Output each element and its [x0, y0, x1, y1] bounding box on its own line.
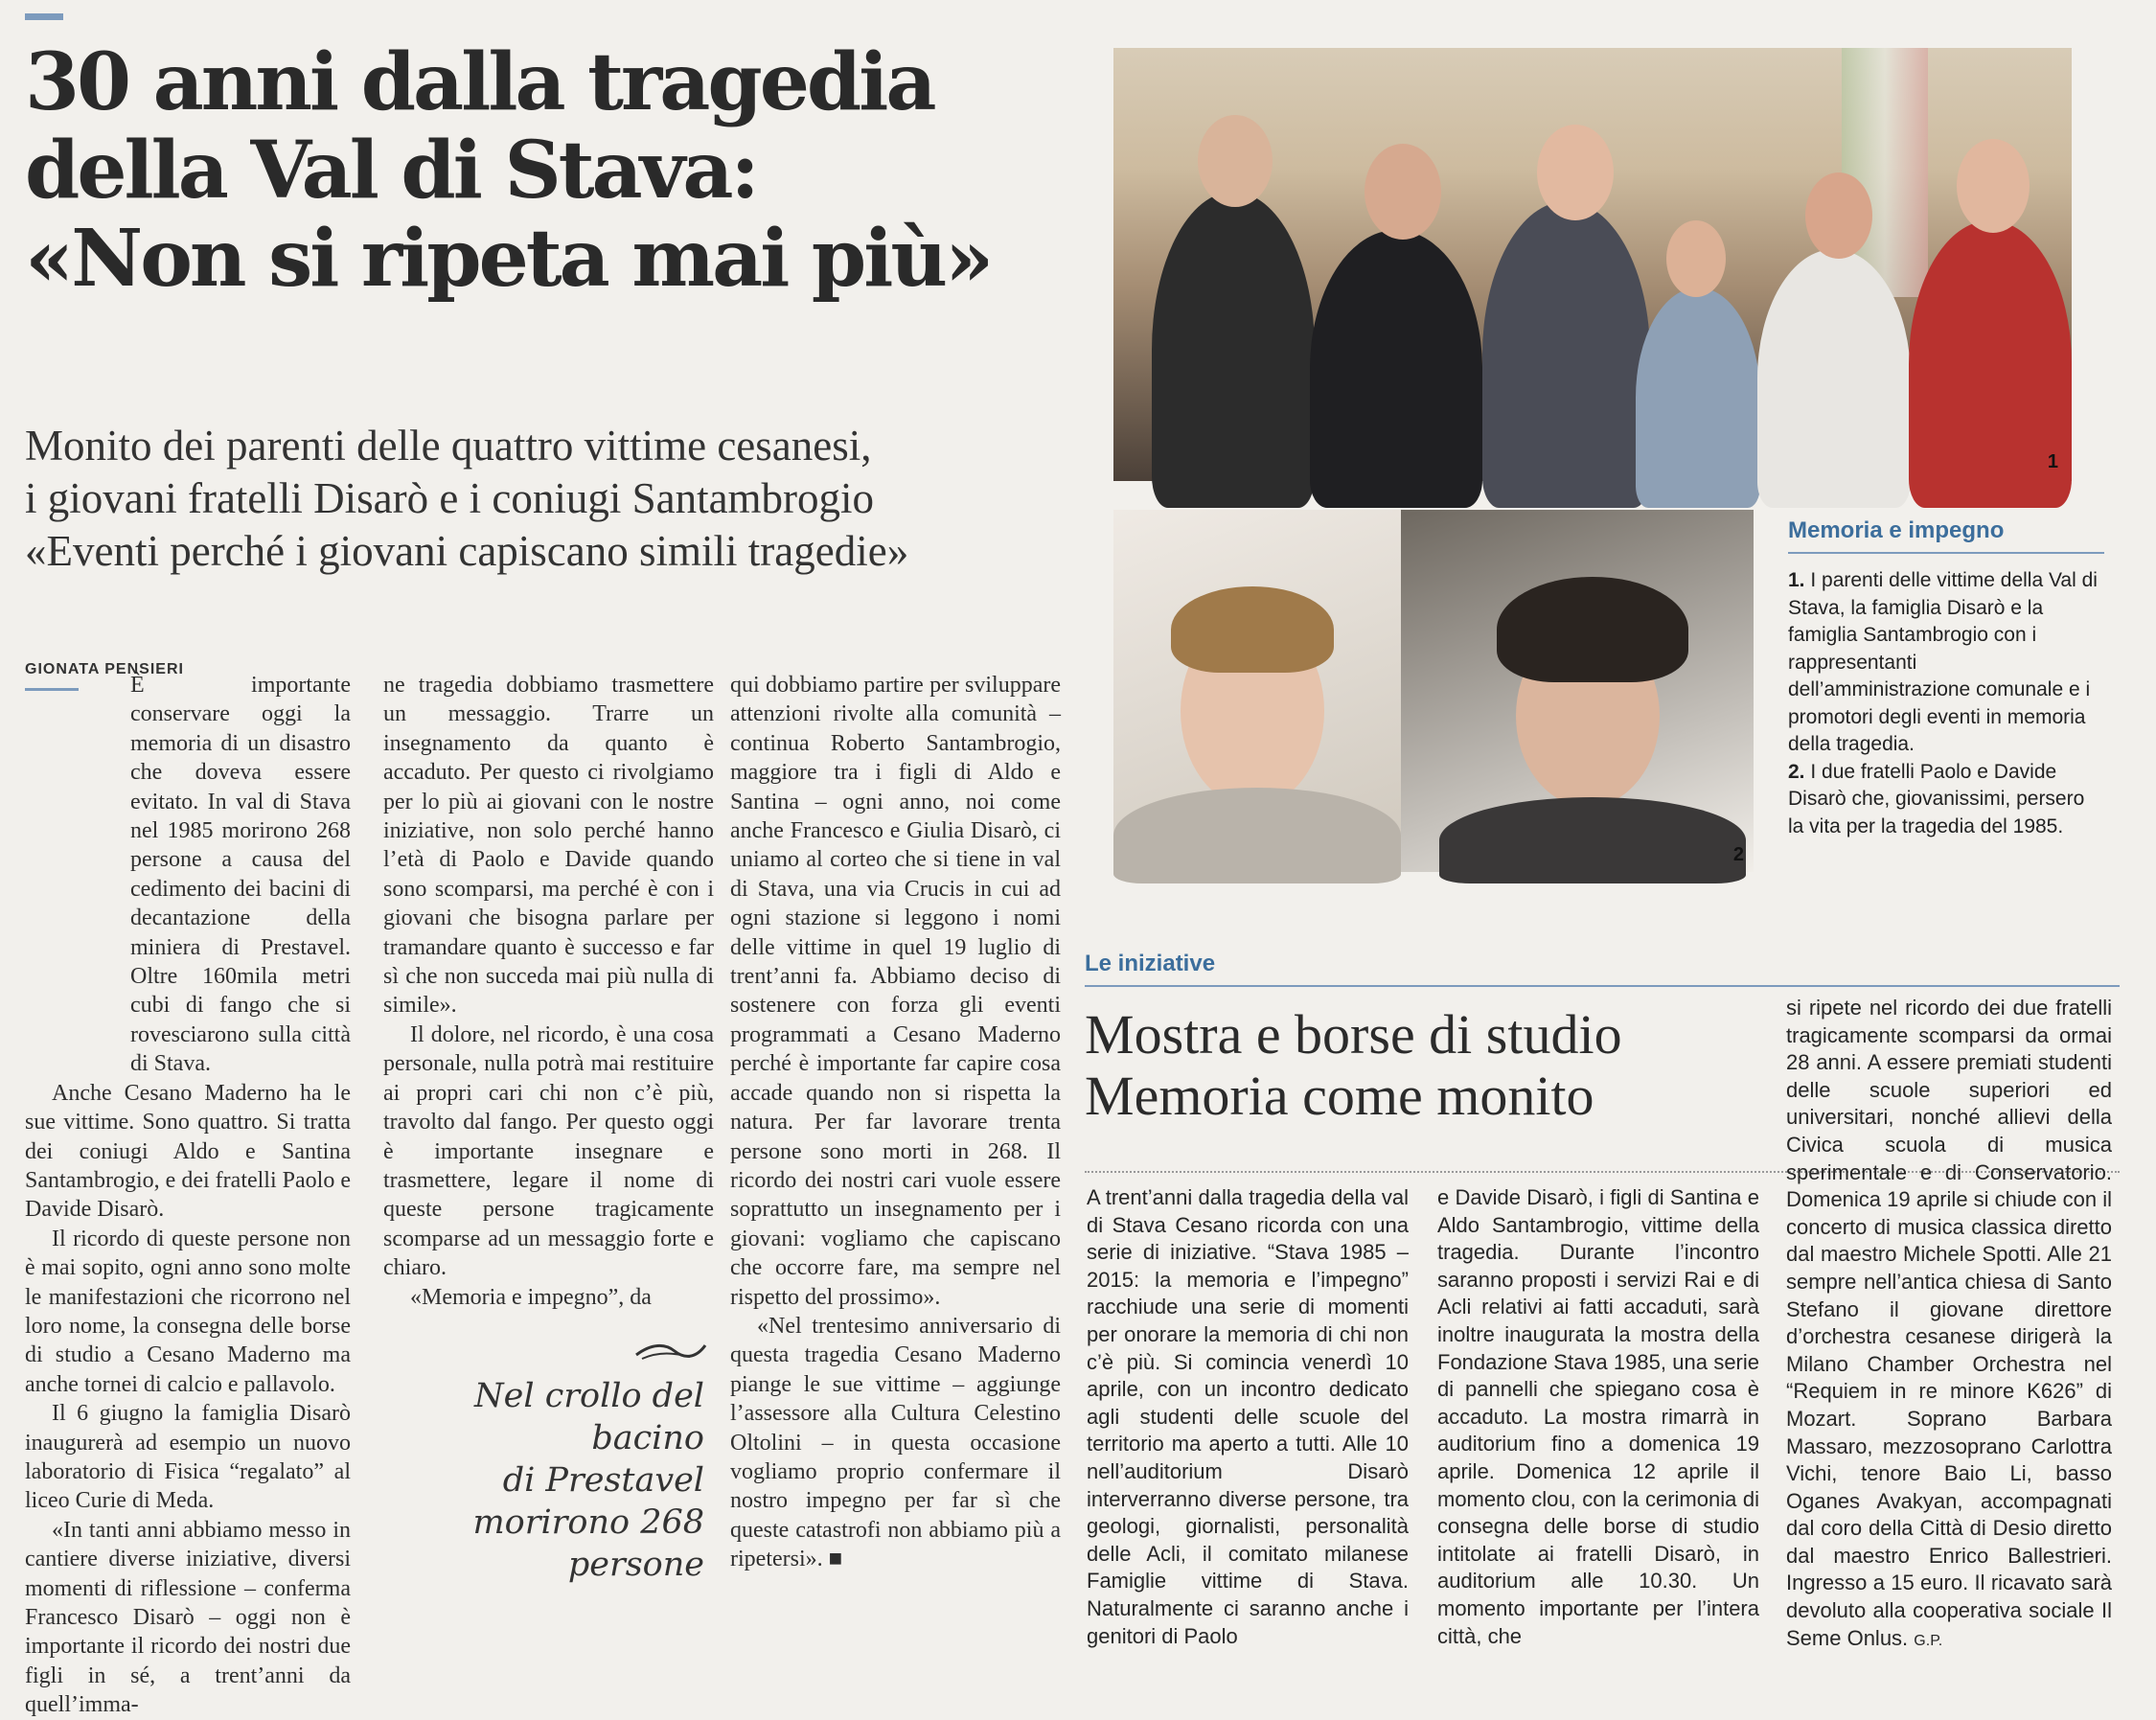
person-figure — [1636, 287, 1760, 508]
pull-quote-line: Nel crollo del bacino — [474, 1377, 704, 1457]
person-head — [1365, 144, 1441, 240]
hair — [1497, 577, 1688, 682]
person-figure — [1757, 249, 1911, 508]
pull-quote-line: di Prestavel — [502, 1461, 704, 1500]
article-column-1 — [25, 671, 351, 1720]
caption-text: I due fratelli Paolo e Davide Disarò che, giovanissimi, persero la vita per la tragedia del 1985. — [1788, 760, 2085, 837]
person-figure — [1152, 192, 1315, 508]
article-paragraph: Il dolore, nel ricordo, è una cosa personale, nulla potrà mai restituire ai propri cari chi non c’è più, travolto dal fango. Per questo oggi è importante insegnare e trasmettere, legare il nome di queste persone tragicamente scomparse ad un messaggio forte e chiaro. — [383, 1021, 714, 1281]
article-paragraph: Anche Cesano Maderno ha le sue vittime. Sono quattro. Si tratta dei coniugi Aldo e Santina Santambrogio, e dei fratelli Paolo e Davide Disarò. — [25, 1080, 351, 1223]
subhead-line-1: Monito dei parenti delle quattro vittime cesanesi, — [25, 422, 872, 470]
kicker-rule — [1085, 985, 2120, 987]
person-head — [1198, 115, 1273, 207]
caption-number: 2. — [1788, 760, 1805, 783]
article-paragraph: «In tanti anni abbiamo messo in cantiere diverse iniziative, diversi momenti di riflessione – conferma Francesco Disarò – oggi non è importante il ricordo dei nostri due figli in sé, a trent’anni da quell’imma- — [25, 1517, 351, 1718]
group-photo — [1113, 48, 2072, 481]
sidebar-column-2 — [1437, 1184, 1759, 1650]
subheadline — [25, 420, 1079, 578]
jacket — [1439, 797, 1746, 883]
caption-text: I parenti delle vittime della Val di Stava, la famiglia Disarò e la famiglia Santambrogio con i rappresentanti dell’amministrazione comunale e i promotori degli eventi in memoria della tragedia. — [1788, 569, 2098, 755]
headline-line-3: «Non si ripeta mai più» — [25, 213, 992, 305]
section-marker — [25, 13, 63, 20]
caption-title: Memoria e impegno — [1788, 517, 2005, 543]
jacket — [1113, 788, 1401, 883]
pull-quote-line: morirono 268 — [472, 1503, 704, 1542]
article-paragraph: È importante conservare oggi la memoria di un disastro che doveva essere evitato. In val di Stava nel 1985 morirono 268 persone a causa del cedimento dei bacini di decantazione della miniera di Prestavel. Oltre 160mila metri cubi di fango che si rovesciarono sulla città di Stava. — [130, 673, 351, 1077]
article-column-3 — [730, 671, 1061, 1574]
portrait-right — [1401, 510, 1754, 872]
sidebar-paragraph: si ripete nel ricordo dei due fratelli tragicamente scomparsi da ormai 28 anni. A essere premiati studenti delle scuole superiori ed universitari, nonché allievi della Civica scuola di musica sperimentale e di Conservatorio. Domenica 19 aprile si chiude con il concerto di musica classica diretto dal maestro Michele Spotti. Alle 21 sempre nell’antica chiesa di Santo Stefano il giovane direttore d’orchestra cesanese dirigerà la Milano Chamber Orchestra nel “Requiem in re minore K626” di Mozart. Soprano Barbara Massaro, mezzosoprano Carlottra Vichi, tenore Baio Li, basso Oganes Avakyan, accompagnati dal coro della Città di Desio diretto dal maestro Enrico Ballestrieri. Ingresso a 15 euro. Il ricavato sarà devoluto alla cooperativa sociale Il Seme Onlus. — [1786, 996, 2112, 1650]
article-paragraph: «Memoria e impegno”, da — [410, 1284, 652, 1310]
sidebar-headline-line-1: Mostra e borse di studio — [1085, 1003, 1622, 1066]
portrait-left — [1113, 510, 1401, 872]
article-paragraph: Il 6 giugno la famiglia Disarò inaugurerà ad esempio un nuovo laboratorio di Fisica “regalato” al liceo Curie di Meda. — [25, 1401, 351, 1514]
person-head — [1537, 125, 1614, 220]
article-paragraph: «Nel trentesimo anniversario di questa tragedia Cesano Maderno piange le sue vittime – aggiunge l’assessore alla Cultura Celestino Oltolini – in questa occasione vogliamo proprio confermare il nostro impegno per far sì che queste catastrofi non abbiamo più a ripetersi». ■ — [730, 1313, 1061, 1572]
pull-quote — [364, 1375, 704, 1586]
person-head — [1805, 172, 1872, 259]
caption-rule — [1788, 552, 2104, 554]
article-paragraph: qui dobbiamo partire per sviluppare attenzioni rivolte alla comunità – continua Roberto Santambrogio, maggiore tra i figli di Aldo e Santina – ogni anno, noi come anche Francesco e Giulia Disarò, ci uniamo al corteo che si tiene in val di Stava, una via Crucis in cui ad ogni stazione si leggono i nomi delle vittime in quel 19 luglio di trent’anni fa. Abbiamo deciso di sostenere con forza gli eventi programmati a Cesano Maderno perché è importante far capire cosa accade quando non si rispetta la natura. Per far lavorare trenta persone sono morti in 268. Il ricordo dei nostri cari vuole essere soprattutto un insegnamento per i giovani: vogliamo che capiscano che occorre fare, ma sempre nel rispetto del prossimo». — [730, 673, 1061, 1310]
portraits-photo — [1113, 510, 1754, 872]
photo-caption — [1788, 567, 2104, 840]
subhead-line-3: «Eventi perché i giovani capiscano simili tragedie» — [25, 527, 909, 575]
sidebar-column-3 — [1786, 995, 2112, 1655]
photo-number: 2 — [1732, 844, 1744, 865]
sidebar-kicker: Le iniziative — [1085, 951, 1216, 976]
ornament-divider — [632, 1338, 709, 1363]
hair — [1171, 586, 1334, 673]
sidebar-column-1 — [1087, 1184, 1409, 1650]
headline-line-1: 30 anni dalla tragedia — [25, 36, 934, 128]
signature: G.P. — [1914, 1632, 1943, 1649]
person-head — [1666, 220, 1726, 297]
sidebar-headline-line-2: Memoria come monito — [1085, 1065, 1594, 1127]
article-paragraph: ne tragedia dobbiamo trasmettere un messaggio. Trarre un insegnamento da quanto è accaduto. Per questo ci rivolgiamo per lo più ai giovani con le nostre iniziative, non solo perché hanno l’età di Paolo e Davide quando sono scomparsi, ma perché è con i giovani che bisogna parlare per tramandare quanto è successo e far sì che non succeda mai più nulla di simile». — [383, 673, 714, 1019]
pull-quote-line: persone — [567, 1546, 704, 1584]
subhead-line-2: i giovani fratelli Disarò e i coniugi Santambrogio — [25, 474, 875, 522]
article-column-2 — [383, 671, 714, 1310]
byline: GIONATA PENSIERI — [25, 661, 184, 677]
sidebar-paragraph: e Davide Disarò, i figli di Santina e Aldo Santambrogio, vittime della tragedia. Durante l’incontro saranno proposti i servizi Rai e di Acli relativi ai fatti accaduti, sarà inoltre inaugurata la mostra della Fondazione Stava 1985, una serie di pannelli che spiegano cosa è accaduto. La mostra rimarrà in auditorium fino a domenica 19 aprile. Domenica 12 aprile il momento clou, con la cerimonia di consegna delle borse di studio intitolate ai fratelli Disarò, in auditorium alle 10.30. Un momento importante per l’intera città, che — [1437, 1185, 1759, 1648]
sidebar-paragraph: A trent’anni dalla tragedia della val di Stava Cesano ricorda con una serie di iniziative. “Stava 1985 – 2015: la memoria e l’impegno” racchiude una serie di momenti per onorare la memoria di chi non c’è più. Si comincia venerdì 10 aprile, con un incontro dedicato agli studenti delle scuole del territorio ma aperto a tutti. Alle 10 nell’auditorium Disarò interverranno diverse persone, tra geologi, giornalisti, personalità delle Acli, il comitato milanese Famiglie vittime di Stava. Naturalmente ci saranno anche i genitori di Paolo — [1087, 1185, 1409, 1648]
person-figure — [1482, 201, 1650, 508]
person-head — [1957, 139, 2030, 233]
headline — [25, 38, 1069, 303]
article-paragraph: Il ricordo di queste persone non è mai sopito, ogni anno sono molte le manifestazioni che ricorrono nel loro nome, la consegna delle borse di studio a Cesano Maderno ma anche tornei di calcio e pallavolo. — [25, 1226, 351, 1397]
headline-line-2: della Val di Stava: — [25, 125, 757, 217]
caption-number: 1. — [1788, 569, 1805, 591]
person-figure — [1310, 230, 1482, 508]
photo-number: 1 — [2047, 451, 2058, 472]
